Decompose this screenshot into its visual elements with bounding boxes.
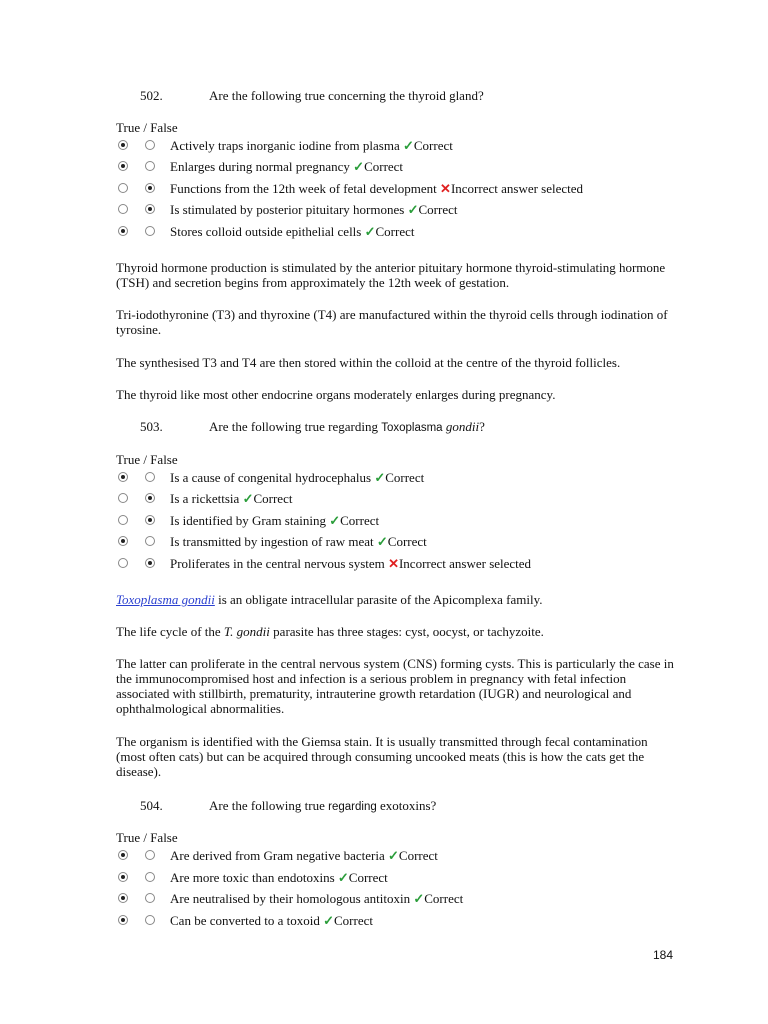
option-text: Can be converted to a toxoid (170, 913, 320, 928)
false-radio[interactable] (145, 226, 155, 236)
question-text: Are the following true regarding exotoxins? (209, 798, 437, 813)
check-icon: ✓ (364, 224, 376, 239)
question-number: 502. (140, 88, 163, 103)
option-text: Enlarges during normal pregnancy (170, 159, 350, 174)
true-radio[interactable] (118, 515, 128, 525)
true-radio[interactable] (118, 140, 128, 150)
check-icon: ✓ (407, 202, 419, 217)
explanation-paragraph: The latter can proliferate in the central nervous system (CNS) forming cysts. This is particularly the case in the immunocompromised host and infection is a serious problem in pregnancy with fetal infection associated with stillbirth, prematurity, intrauterine growth retardation (IUGR) and neurological and ophthalmological abnormalities. (116, 656, 674, 716)
feedback-text: Correct (424, 891, 464, 906)
toxoplasma-link[interactable]: Toxoplasma gondii (116, 592, 215, 607)
feedback-text: Correct (253, 491, 293, 506)
false-radio[interactable] (145, 204, 155, 214)
true-radio[interactable] (118, 558, 128, 568)
true-radio[interactable] (118, 850, 128, 860)
option-text: Is transmitted by ingestion of raw meat (170, 534, 374, 549)
true-radio[interactable] (118, 183, 128, 193)
check-icon: ✓ (337, 870, 349, 885)
true-radio[interactable] (118, 204, 128, 214)
option-text: Are neutralised by their homologous antitoxin (170, 891, 411, 906)
false-radio[interactable] (145, 161, 155, 171)
false-radio[interactable] (145, 493, 155, 503)
option-text: Are derived from Gram negative bacteria (170, 848, 385, 863)
check-icon: ✓ (353, 159, 365, 174)
check-icon: ✓ (413, 891, 425, 906)
true-radio[interactable] (118, 893, 128, 903)
explanation-paragraph: Tri-iodothyronine (T3) and thyroxine (T4) are manufactured within the thyroid cells through iodination of tyrosine. (116, 307, 668, 337)
false-radio[interactable] (145, 558, 155, 568)
option-text: Is a rickettsia (170, 491, 240, 506)
explanation-paragraph: Thyroid hormone production is stimulated by the anterior pituitary hormone thyroid-stimulating hormone (TSH) and secretion begins from approximately the 12th week of gestation. (116, 260, 666, 290)
true-radio[interactable] (118, 226, 128, 236)
feedback-text: Correct (333, 913, 373, 928)
option-text: Is stimulated by posterior pituitary hormones (170, 202, 405, 217)
option-text: Is identified by Gram staining (170, 513, 326, 528)
feedback-text: Correct (398, 848, 438, 863)
true-radio[interactable] (118, 872, 128, 882)
option-text: Are more toxic than endotoxins (170, 870, 335, 885)
option-text: Stores colloid outside epithelial cells (170, 224, 362, 239)
explanation-paragraph: The life cycle of the T. gondii parasite has three stages: cyst, oocyst, or tachyzoite. (116, 624, 544, 639)
true-radio[interactable] (118, 536, 128, 546)
feedback-text: Correct (413, 138, 453, 153)
explanation-paragraph: The synthesised T3 and T4 are then stored within the colloid at the centre of the thyroid follicles. (116, 355, 621, 370)
feedback-text: Correct (385, 470, 425, 485)
feedback-text: Correct (387, 534, 427, 549)
false-radio[interactable] (145, 915, 155, 925)
check-icon: ✓ (402, 138, 414, 153)
question-number: 504. (140, 798, 163, 813)
option-text: Actively traps inorganic iodine from plasma (170, 138, 400, 153)
true-radio[interactable] (118, 472, 128, 482)
false-radio[interactable] (145, 472, 155, 482)
feedback-text: Correct (418, 202, 458, 217)
explanation-paragraph: Toxoplasma gondii is an obligate intracellular parasite of the Apicomplexa family. (116, 592, 543, 607)
true-false-label: True / False (116, 120, 178, 135)
cross-icon: ✕ (440, 181, 451, 196)
cross-icon: ✕ (388, 556, 399, 571)
feedback-text: Correct (364, 159, 404, 174)
question-text: Are the following true regarding Toxoplasma gondii? (209, 419, 485, 434)
page-number: 184 (653, 948, 674, 962)
false-radio[interactable] (145, 850, 155, 860)
true-radio[interactable] (118, 161, 128, 171)
false-radio[interactable] (145, 893, 155, 903)
feedback-text: Correct (375, 224, 415, 239)
explanation-paragraph: The thyroid like most other endocrine organs moderately enlarges during pregnancy. (116, 387, 556, 402)
feedback-text: Correct (348, 870, 388, 885)
option-text: Is a cause of congenital hydrocephalus (170, 470, 372, 485)
option-text: Proliferates in the central nervous system (170, 556, 385, 571)
option-text: Functions from the 12th week of fetal development (170, 181, 437, 196)
true-false-label: True / False (116, 452, 178, 467)
true-false-label: True / False (116, 830, 178, 845)
feedback-text: Incorrect answer selected (450, 181, 584, 196)
check-icon: ✓ (374, 470, 386, 485)
check-icon: ✓ (388, 848, 399, 863)
explanation-paragraph: The organism is identified with the Giemsa stain. It is usually transmitted through fecal contamination (most often cats) but can be acquired through consuming uncooked meats (this is how the cats get the disease). (116, 734, 648, 779)
false-radio[interactable] (145, 872, 155, 882)
check-icon: ✓ (323, 913, 334, 928)
feedback-text: Incorrect answer selected (398, 556, 532, 571)
question-text: Are the following true concerning the thyroid gland? (209, 88, 484, 103)
false-radio[interactable] (145, 536, 155, 546)
true-radio[interactable] (118, 915, 128, 925)
check-icon: ✓ (242, 491, 254, 506)
feedback-text: Correct (340, 513, 380, 528)
check-icon: ✓ (376, 534, 388, 549)
false-radio[interactable] (145, 183, 155, 193)
false-radio[interactable] (145, 515, 155, 525)
check-icon: ✓ (329, 513, 341, 528)
true-radio[interactable] (118, 493, 128, 503)
question-number: 503. (140, 419, 163, 434)
false-radio[interactable] (145, 140, 155, 150)
